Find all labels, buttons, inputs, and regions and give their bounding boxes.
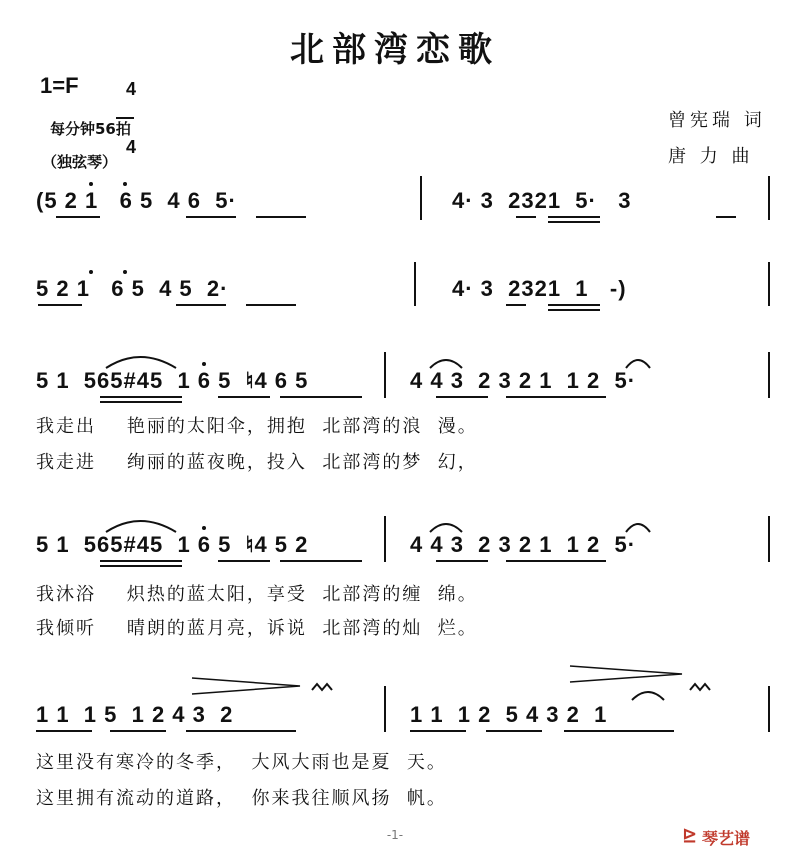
lyricist-credit: 曾宪瑞 词	[668, 110, 766, 131]
notation-row-5-measure-2: 1 1 1 2 5 4 3 2 1	[410, 702, 608, 727]
slur-mark	[106, 521, 176, 532]
composer-credit: 唐 力 曲	[668, 146, 754, 167]
slur-mark	[106, 357, 176, 368]
notation-row-3-measure-1: 5 1 565#45 1 6 5 ♮4 6 5	[36, 368, 309, 393]
decrescendo-hairpin	[570, 666, 682, 682]
slur-mark	[626, 360, 650, 368]
notation-row-4-measure-2: 4 4 3 2 3 2 1 1 2 5·	[410, 532, 637, 557]
notation-row-1-measure-2: 4· 3 2321 5· 3	[452, 188, 632, 213]
notation-row-1-measure-1: (5 2 1 6 5 4 6 5·	[36, 188, 237, 213]
lyric-row-5-verse-2: 这里拥有流动的道路， 你来我往顺风扬 帆。	[36, 788, 447, 809]
notation-row-2-measure-2: 4· 3 2321 1 -)	[452, 276, 627, 301]
slur-mark	[430, 524, 462, 532]
lyric-row-4-verse-2: 我倾听 晴朗的蓝月亮，诉说 北部湾的灿 烂。	[36, 618, 478, 639]
notation-row-5-measure-1: 1 1 1 5 1 2 4 3 2	[36, 702, 234, 727]
site-logo: 琴艺谱	[702, 829, 751, 848]
decrescendo-hairpin	[192, 678, 300, 694]
trill-ornament	[312, 684, 332, 690]
tempo-marking: 每分钟56拍	[50, 120, 131, 138]
lyric-row-4-verse-1: 我沐浴 炽热的蓝太阳，享受 北部湾的缠 绵。	[36, 584, 478, 605]
slur-mark	[626, 524, 650, 532]
lyric-row-3-verse-2: 我走进 绚丽的蓝夜晚，投入 北部湾的梦 幻，	[36, 452, 478, 473]
slur-mark	[430, 360, 462, 368]
lyric-row-5-verse-1: 这里没有寒冷的冬季， 大风大雨也是夏 天。	[36, 752, 447, 773]
time-signature-bottom: 4	[126, 137, 137, 157]
logo-icon: ⊵	[682, 825, 698, 846]
notation-row-2-measure-1: 5 2 1 6 5 4 5 2·	[36, 276, 229, 301]
instrument-label: （独弦琴）	[42, 153, 118, 171]
song-title: 北部湾恋歌	[290, 30, 500, 70]
notation-row-4-measure-1: 5 1 565#45 1 6 5 ♮4 5 2	[36, 532, 309, 557]
key-signature: 1=F	[40, 73, 79, 98]
time-signature-top: 4	[126, 79, 137, 99]
trill-ornament	[690, 684, 710, 690]
lyric-row-3-verse-1: 我走出 艳丽的太阳伞，拥抱 北部湾的浪 漫。	[36, 416, 478, 437]
slur-mark	[632, 692, 664, 700]
notation-row-3-measure-2: 4 4 3 2 3 2 1 1 2 5·	[410, 368, 637, 393]
page-number: -1-	[386, 828, 404, 842]
